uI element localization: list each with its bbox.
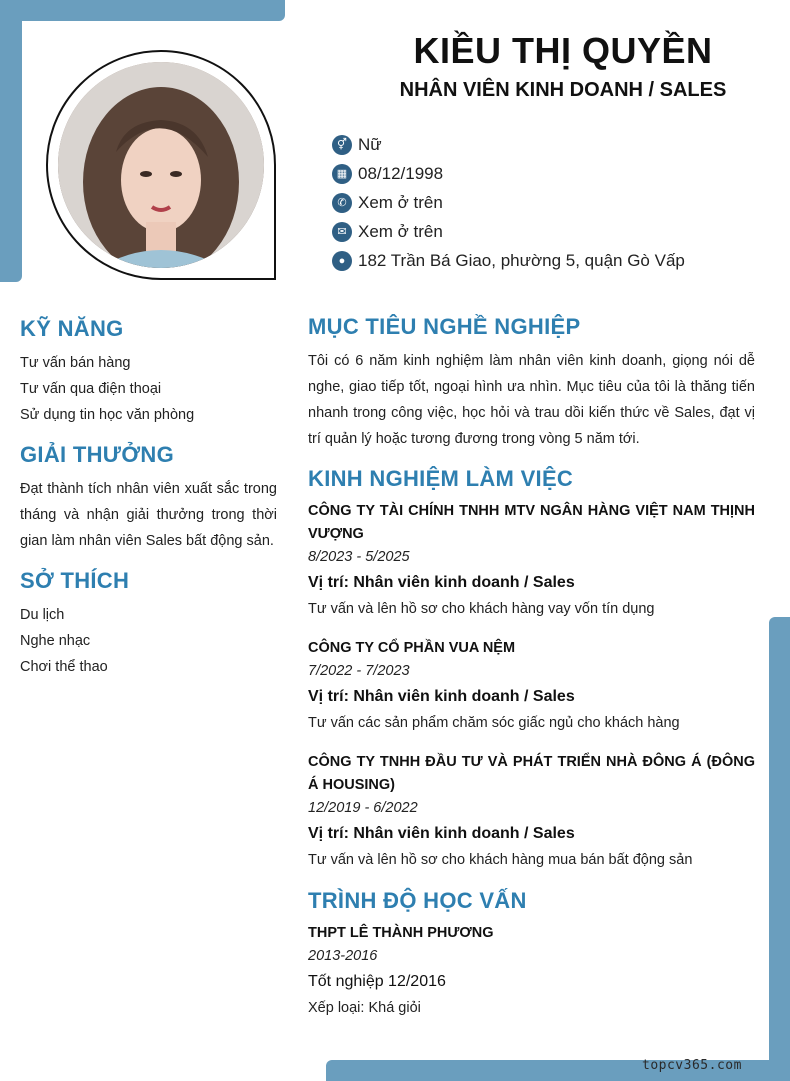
objective-heading: MỤC TIÊU NGHỀ NGHIỆP	[308, 314, 581, 339]
skill-item: Sử dụng tin học văn phòng	[20, 407, 195, 423]
gender-icon: ⚥	[332, 135, 352, 155]
decor-bar-left	[0, 0, 22, 282]
info-phone	[332, 188, 685, 217]
job-period: 12/2019 - 6/2022	[308, 800, 418, 816]
hobby-item: Du lịch	[20, 607, 65, 623]
education-heading: TRÌNH ĐỘ HỌC VẤN	[308, 888, 527, 913]
job-company: CÔNG TY TNHH ĐẦU TƯ VÀ PHÁT TRIỂN NHÀ ĐÔNG Á (ĐÔNG Á HOUSING)	[308, 754, 755, 793]
job-role: Vị trí: Nhân viên kinh doanh / Sales	[308, 688, 575, 705]
experience-heading: KINH NGHIỆM LÀM VIỆC	[308, 466, 574, 491]
skills-heading: KỸ NĂNG	[20, 316, 124, 341]
experience-section	[308, 466, 755, 874]
job-entry	[308, 500, 755, 623]
education-section	[308, 888, 755, 1022]
awards-text: Đạt thành tích nhân viên xuất sắc trong tháng và nhận giải thưởng trong thời gian làm nhân viên Sales bất động sản.	[20, 481, 277, 549]
job-period: 8/2023 - 5/2025	[308, 549, 410, 565]
calendar-icon: ▦	[332, 164, 352, 184]
objective-section	[308, 314, 755, 452]
job-entry	[308, 751, 755, 874]
skill-item: Tư vấn bán hàng	[20, 355, 131, 371]
info-address	[332, 246, 685, 275]
job-company: CÔNG TY TÀI CHÍNH TNHH MTV NGÂN HÀNG VIỆT NAM THỊNH VƯỢNG	[308, 503, 755, 542]
skill-item: Tư vấn qua điện thoại	[20, 381, 162, 397]
hobbies-section	[20, 568, 277, 680]
left-column	[20, 316, 277, 690]
skills-section	[20, 316, 277, 428]
job-desc: Tư vấn và lên hồ sơ cho khách hàng vay vốn tín dụng	[308, 601, 655, 617]
job-title: NHÂN VIÊN KINH DOANH / SALES	[399, 79, 727, 101]
decor-bar-right	[769, 617, 790, 1081]
job-entry	[308, 637, 755, 737]
hobby-item: Nghe nhạc	[20, 633, 91, 649]
job-period: 7/2022 - 7/2023	[308, 663, 410, 679]
watermark: topcv365.com	[642, 1058, 742, 1073]
location-icon: ●	[332, 251, 352, 271]
info-email	[332, 217, 685, 246]
profile-photo	[58, 62, 264, 268]
right-column	[308, 314, 755, 1022]
education-period: 2013-2016	[308, 948, 378, 964]
hobbies-heading: SỞ THÍCH	[20, 568, 130, 593]
candidate-name: KIỀU THỊ QUYỀN	[413, 30, 713, 71]
job-company: CÔNG TY CỔ PHẦN VUA NỆM	[308, 640, 516, 656]
job-role: Vị trí: Nhân viên kinh doanh / Sales	[308, 574, 575, 591]
hobby-item: Chơi thể thao	[20, 659, 108, 675]
info-gender	[332, 130, 685, 159]
info-text: Xem ở trên	[358, 192, 443, 212]
info-text: 08/12/1998	[358, 163, 444, 183]
awards-section	[20, 442, 277, 554]
email-icon: ✉	[332, 222, 352, 242]
job-desc: Tư vấn và lên hồ sơ cho khách hàng mua bán bất động sản	[308, 852, 693, 868]
info-text: 182 Trần Bá Giao, phường 5, quận Gò Vấp	[358, 250, 685, 270]
info-birthday	[332, 159, 685, 188]
phone-icon: ✆	[332, 193, 352, 213]
graduation: Tốt nghiệp 12/2016	[308, 973, 446, 990]
personal-info	[332, 130, 685, 275]
info-text: Xem ở trên	[358, 221, 443, 241]
objective-text: Tôi có 6 năm kinh nghiệm làm nhân viên kinh doanh, giọng nói dễ nghe, giao tiếp tốt, ngoại hình ưa nhìn. Mục tiêu của tôi là thăng tiến nhanh trong công việc, học hỏi và trau dồi kiến thức về Sales, đạt vị trí quản lý hoặc tương đương trong vòng 5 năm tới.	[308, 353, 755, 447]
school-name: THPT LÊ THÀNH PHƯƠNG	[308, 925, 494, 941]
decor-bar-top	[0, 0, 285, 21]
info-text: Nữ	[358, 134, 382, 154]
awards-heading: GIẢI THƯỞNG	[20, 442, 174, 467]
job-desc: Tư vấn các sản phẩm chăm sóc giấc ngủ cho khách hàng	[308, 715, 680, 731]
grade: Xếp loại: Khá giỏi	[308, 1000, 421, 1016]
job-role: Vị trí: Nhân viên kinh doanh / Sales	[308, 825, 575, 842]
